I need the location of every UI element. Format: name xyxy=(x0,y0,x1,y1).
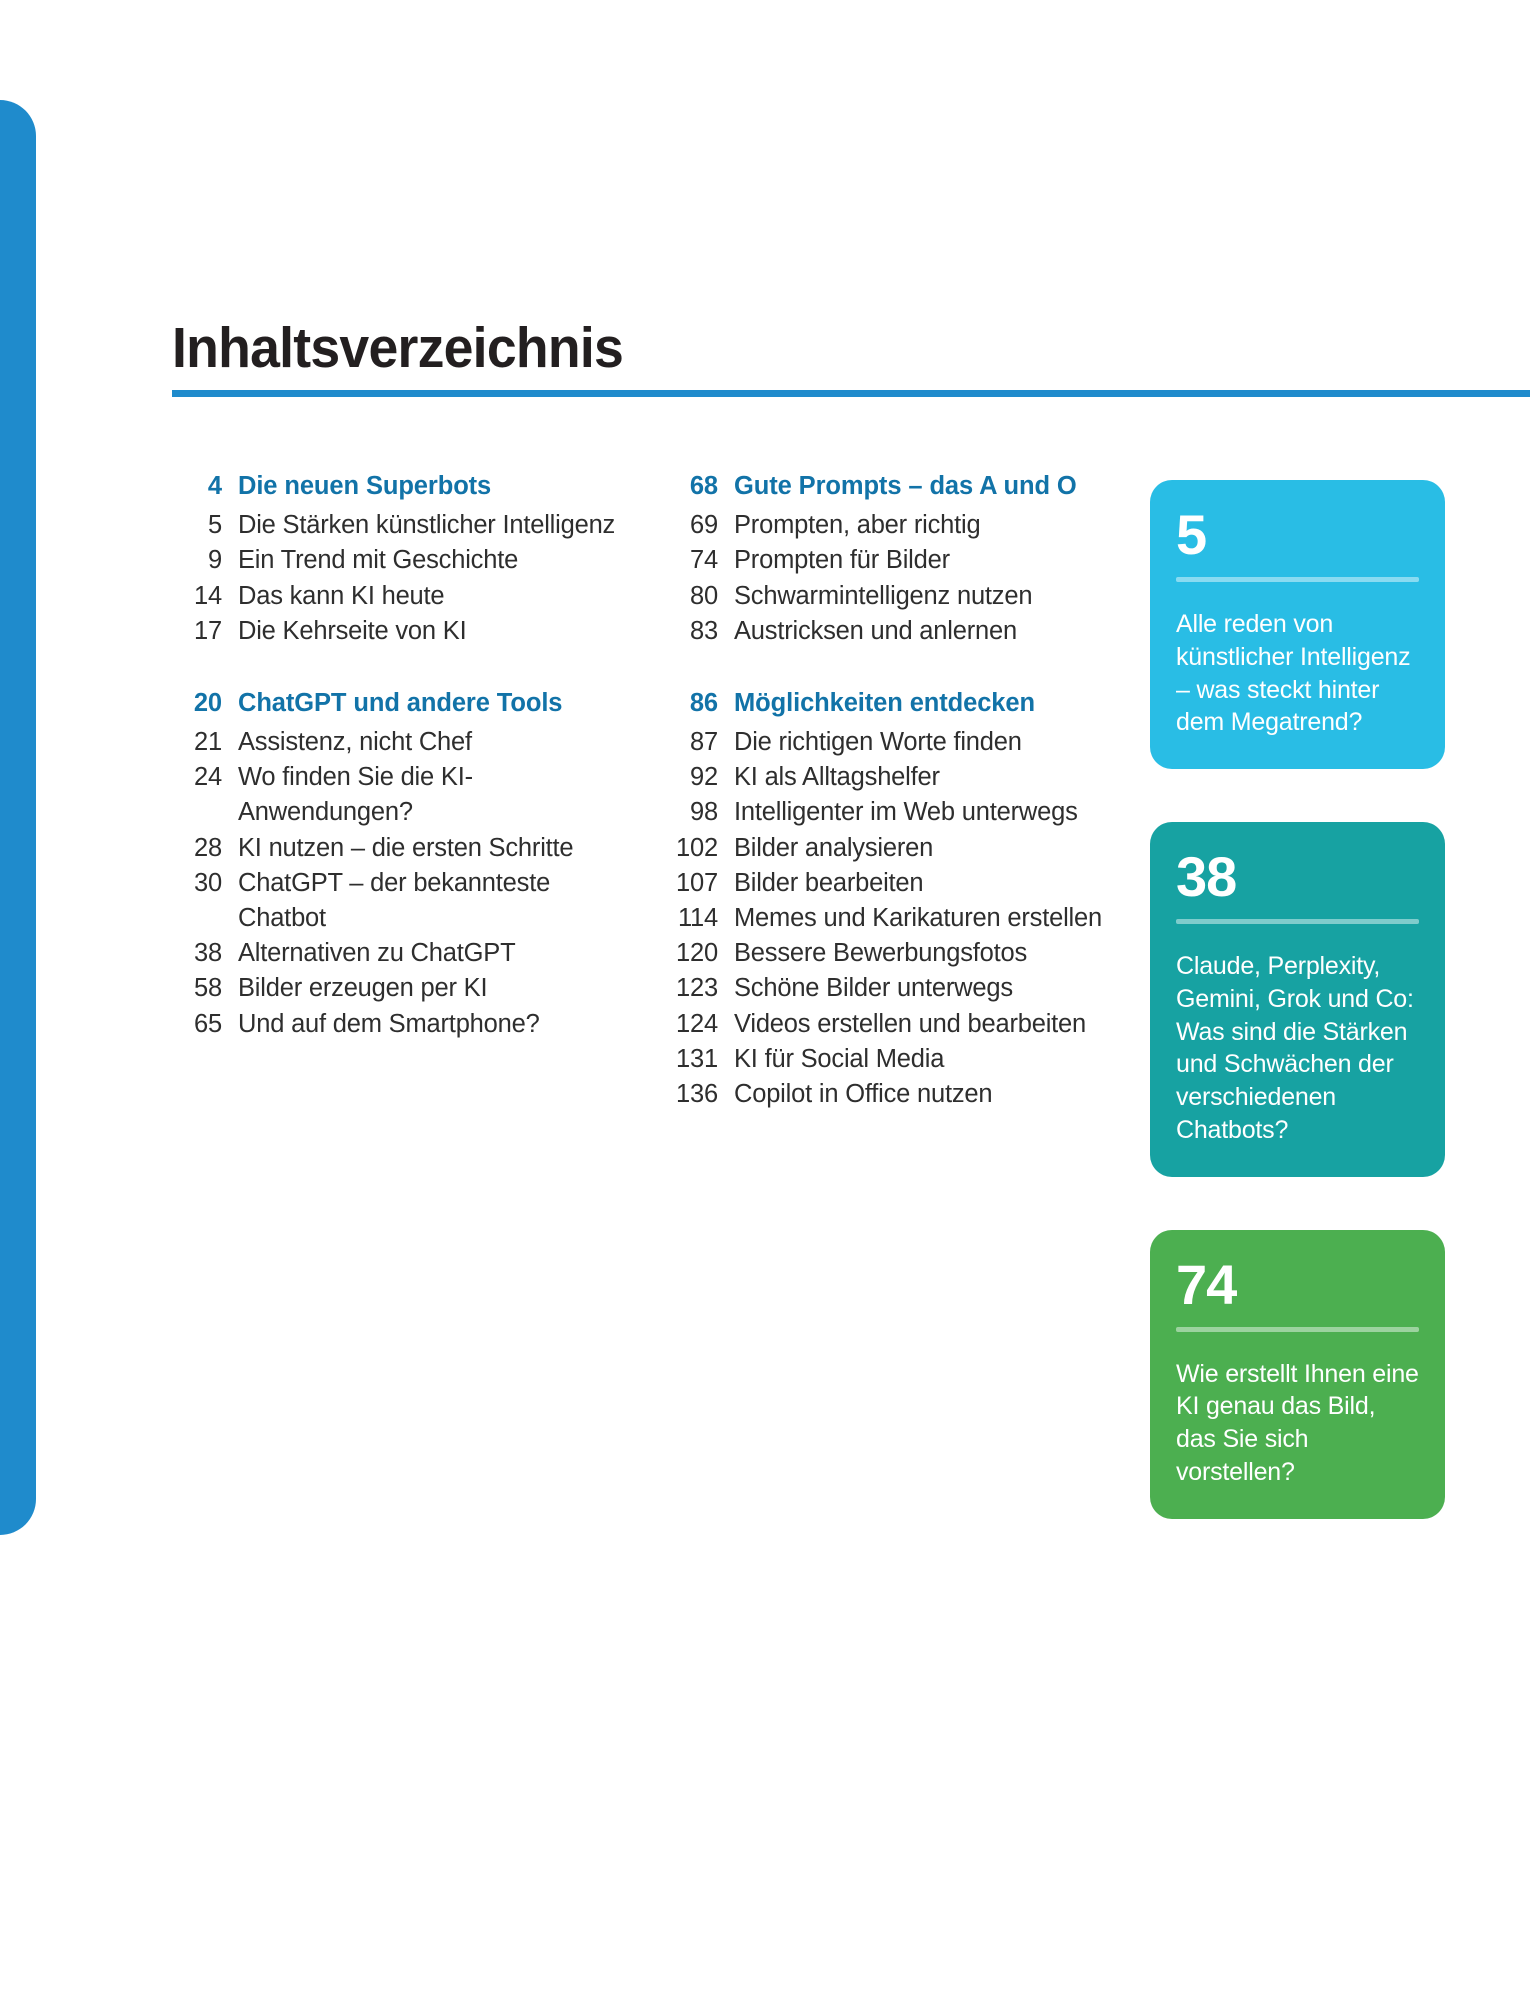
entry-page-number: 124 xyxy=(676,1009,718,1038)
chapter-heading[interactable] xyxy=(668,687,1112,720)
callout-box xyxy=(1150,822,1445,1177)
table-of-contents xyxy=(172,470,1112,1118)
entry-page-number: 80 xyxy=(690,581,718,610)
toc-entry[interactable] xyxy=(668,936,1112,971)
callout-divider-rule xyxy=(1176,919,1419,924)
callout-text: Wie erstellt Ihnen eine KI genau das Bild, das Sie sich vorstellen? xyxy=(1176,1359,1419,1486)
chapter-page-number: 20 xyxy=(193,688,222,717)
entry-page-number: 65 xyxy=(194,1009,222,1038)
toc-chapter xyxy=(172,470,616,649)
toc-chapter xyxy=(668,470,1112,649)
entry-page-number: 38 xyxy=(194,939,222,968)
entry-title: Memes und Karikaturen erstellen xyxy=(734,903,1102,932)
toc-entry[interactable] xyxy=(668,760,1112,795)
toc-entry[interactable] xyxy=(668,614,1112,649)
left-margin-accent-bar xyxy=(0,100,36,1535)
entry-title: Prompten für Bilder xyxy=(734,546,950,575)
toc-entry[interactable] xyxy=(668,831,1112,866)
toc-entry[interactable] xyxy=(668,1077,1112,1112)
toc-entry[interactable] xyxy=(668,1007,1112,1042)
toc-column xyxy=(668,470,1112,1118)
callout-divider-rule xyxy=(1176,577,1419,582)
chapter-title: Gute Prompts – das A und O xyxy=(734,472,1077,500)
toc-entry[interactable] xyxy=(668,1042,1112,1077)
entry-title: ChatGPT – der bekannteste Chatbot xyxy=(238,868,551,932)
chapter-page-number: 86 xyxy=(689,688,718,717)
entry-page-number: 17 xyxy=(194,616,222,645)
callout-box xyxy=(1150,480,1445,769)
chapter-title: ChatGPT und andere Tools xyxy=(238,688,563,717)
entry-page-number: 98 xyxy=(690,798,718,827)
callout-divider-rule xyxy=(1176,1327,1419,1332)
callout-page-number: 5 xyxy=(1176,503,1207,566)
callout-page-number: 38 xyxy=(1176,845,1237,908)
entry-title: Bilder bearbeiten xyxy=(734,868,924,897)
toc-entry[interactable] xyxy=(172,543,616,578)
toc-entry[interactable] xyxy=(668,543,1112,578)
title-underline-rule xyxy=(172,390,1530,397)
toc-entry[interactable] xyxy=(172,1007,616,1042)
toc-chapter xyxy=(172,687,616,1042)
page-header xyxy=(172,316,1172,397)
entry-title: Bessere Bewerbungsfotos xyxy=(734,939,1028,968)
entry-title: Das kann KI heute xyxy=(238,581,445,610)
entry-page-number: 5 xyxy=(208,511,222,540)
entry-title: Copilot in Office nutzen xyxy=(734,1079,993,1108)
toc-entry[interactable] xyxy=(172,866,616,936)
toc-entry[interactable] xyxy=(172,508,616,543)
callout-text: Alle reden von künstlicher Intelligenz – was steckt hinter dem Megatrend? xyxy=(1176,610,1411,737)
entry-title: Austricksen und anlernen xyxy=(734,616,1017,645)
toc-entry[interactable] xyxy=(668,725,1112,760)
entry-title: Die richtigen Worte finden xyxy=(734,728,1022,757)
entry-title: Bilder erzeugen per KI xyxy=(238,974,488,1003)
toc-column xyxy=(172,470,616,1118)
toc-entry[interactable] xyxy=(172,760,616,830)
entry-page-number: 14 xyxy=(194,581,222,610)
entry-page-number: 107 xyxy=(676,868,718,897)
entry-title: Intelligenter im Web unterwegs xyxy=(734,798,1078,827)
entry-page-number: 114 xyxy=(677,903,718,932)
entry-page-number: 123 xyxy=(676,974,718,1003)
toc-entry[interactable] xyxy=(668,508,1112,543)
entry-title: Ein Trend mit Geschichte xyxy=(238,546,519,575)
toc-entry[interactable] xyxy=(172,971,616,1006)
entry-title: Die Stärken künstlicher Intelligenz xyxy=(238,511,616,540)
toc-entry[interactable] xyxy=(668,901,1112,936)
entry-page-number: 120 xyxy=(676,939,718,968)
entry-page-number: 21 xyxy=(194,728,222,757)
entry-title: Alternativen zu ChatGPT xyxy=(238,939,516,968)
entry-page-number: 102 xyxy=(676,833,718,862)
entry-page-number: 24 xyxy=(194,763,222,792)
entry-page-number: 30 xyxy=(194,868,222,897)
entry-page-number: 74 xyxy=(690,546,718,575)
toc-entry[interactable] xyxy=(172,831,616,866)
entry-page-number: 28 xyxy=(194,833,222,862)
entry-page-number: 136 xyxy=(676,1079,718,1108)
entry-title: KI für Social Media xyxy=(734,1044,945,1073)
entry-page-number: 131 xyxy=(676,1044,718,1073)
toc-entry[interactable] xyxy=(172,579,616,614)
entry-page-number: 58 xyxy=(194,974,222,1003)
toc-entry[interactable] xyxy=(668,866,1112,901)
entry-title: Prompten, aber richtig xyxy=(734,511,981,540)
callout-box xyxy=(1150,1230,1445,1519)
toc-entry[interactable] xyxy=(668,795,1112,830)
toc-entry[interactable] xyxy=(172,614,616,649)
entry-page-number: 83 xyxy=(690,616,718,645)
entry-title: Videos erstellen und bearbeiten xyxy=(734,1009,1087,1038)
entry-page-number: 9 xyxy=(208,546,222,575)
chapter-title: Die neuen Superbots xyxy=(238,472,492,500)
entry-title: Schöne Bilder unterwegs xyxy=(734,974,1013,1003)
callout-sidebar xyxy=(1150,480,1445,1572)
callout-text: Claude, Perplexity, Gemini, Grok und Co: Was sind die Stärken und Schwächen der verschiedenen Chatbots? xyxy=(1176,952,1414,1144)
chapter-heading[interactable] xyxy=(668,470,1112,503)
chapter-page-number: 68 xyxy=(689,472,718,500)
entry-title: Und auf dem Smartphone? xyxy=(238,1009,540,1038)
entry-title: Wo finden Sie die KI-Anwendungen? xyxy=(238,763,473,827)
entry-page-number: 87 xyxy=(690,728,718,757)
toc-entry[interactable] xyxy=(668,971,1112,1006)
entry-title: Bilder analysieren xyxy=(734,833,934,862)
chapter-heading[interactable] xyxy=(172,687,616,720)
entry-title: KI nutzen – die ersten Schritte xyxy=(238,833,574,862)
entry-title: KI als Alltagshelfer xyxy=(734,763,940,792)
toc-chapter xyxy=(668,687,1112,1112)
toc-entry[interactable] xyxy=(172,936,616,971)
chapter-page-number: 4 xyxy=(207,472,222,500)
entry-page-number: 69 xyxy=(690,511,718,540)
toc-entry[interactable] xyxy=(668,579,1112,614)
chapter-heading[interactable] xyxy=(172,470,616,503)
chapter-title: Möglichkeiten entdecken xyxy=(734,688,1035,717)
entry-title: Assistenz, nicht Chef xyxy=(238,728,472,757)
entry-title: Schwarmintelligenz nutzen xyxy=(734,581,1033,610)
entry-title: Die Kehrseite von KI xyxy=(238,616,467,645)
callout-page-number: 74 xyxy=(1176,1252,1237,1316)
entry-page-number: 92 xyxy=(690,763,718,792)
toc-entry[interactable] xyxy=(172,725,616,760)
page-title: Inhaltsverzeichnis xyxy=(172,316,624,380)
